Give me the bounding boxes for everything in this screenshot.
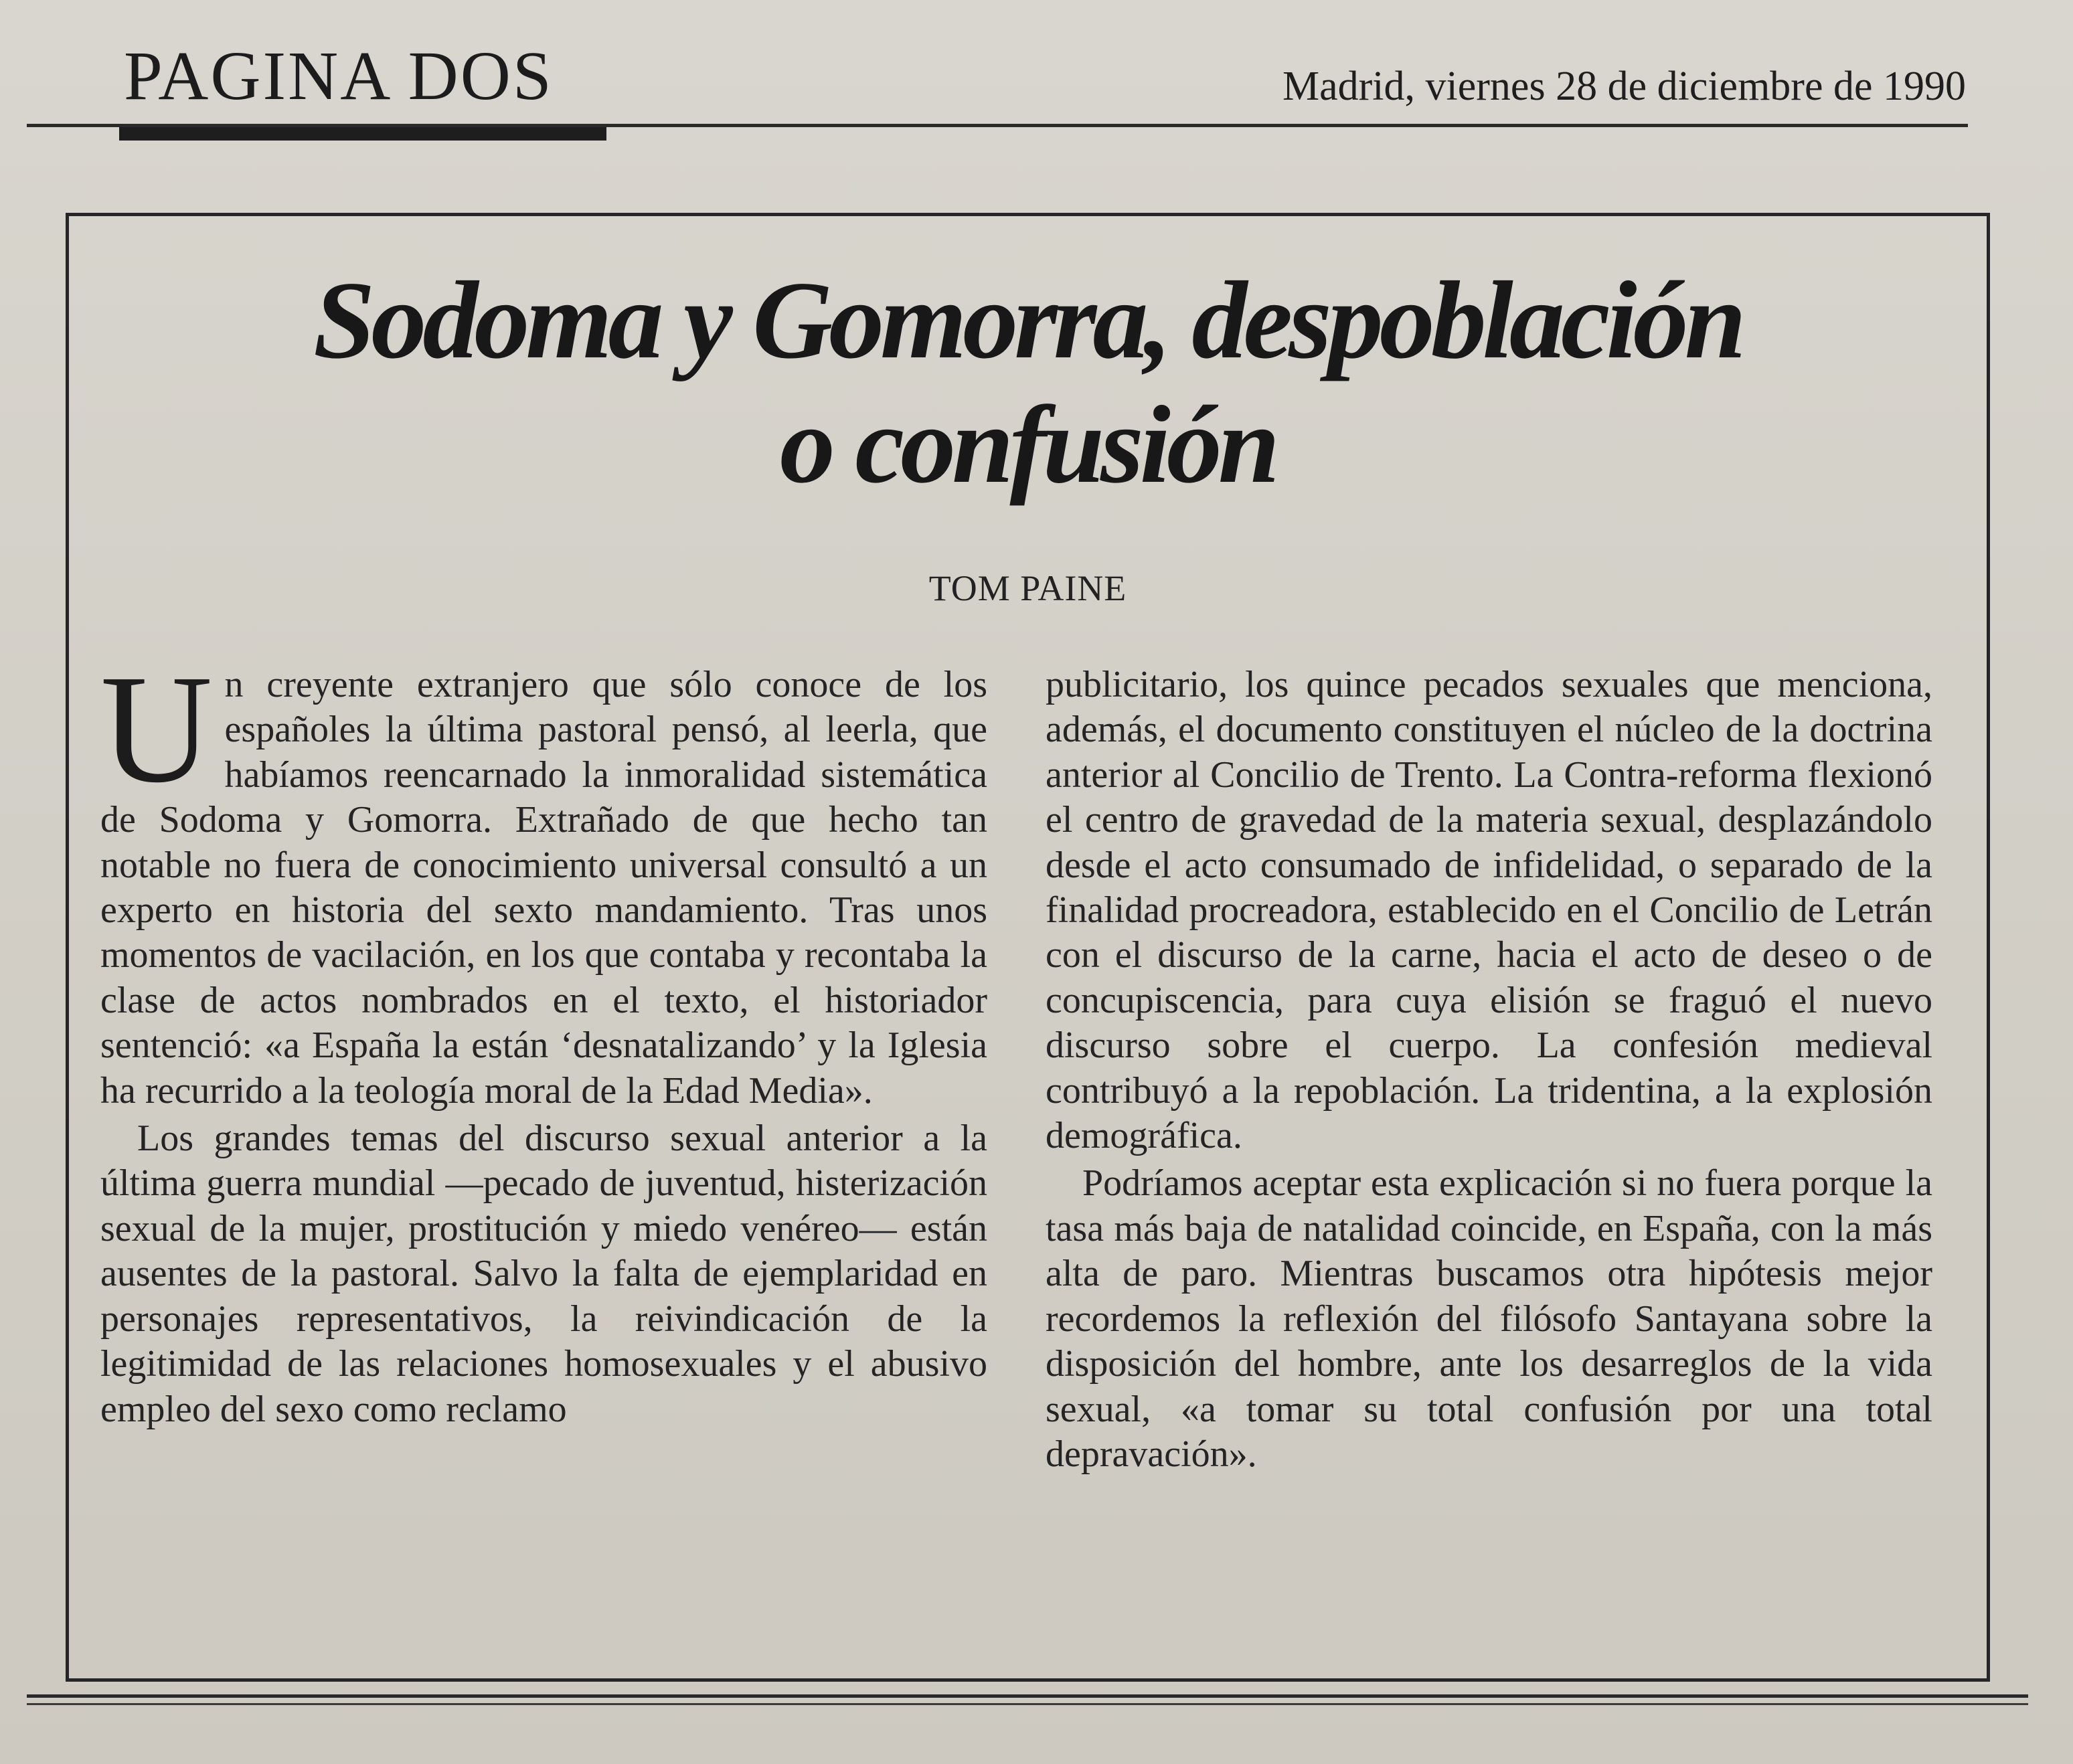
- paragraph-4: Podríamos aceptar esta explicación si no fuera porque la tasa más baja de natalidad coincide, en España, con la más alta de paro. Mientras buscamos otra hipótesis mejor recordemos la reflexión del filósofo Santayana sobre la disposición del hombre, ante los desarreglos de la vida sexual, «a tomar su total confusión por una total depravación».: [1046, 1162, 1932, 1475]
- drop-cap: U: [100, 643, 213, 815]
- footer-rule-secondary: [27, 1703, 2028, 1705]
- headline-line-1: Sodoma y Gomorra, despoblación: [313, 258, 1742, 381]
- article-column-right: [1046, 663, 1932, 1477]
- byline: TOM PAINE: [928, 568, 1127, 608]
- headline-line-2: o confusión: [779, 383, 1276, 506]
- section-title: PAGINA DOS: [124, 37, 554, 114]
- header-rule: [27, 124, 1968, 127]
- paragraph-1-text: n creyente extranjero que sólo conoce de los españoles la última pastoral pensó, al leerla, que habíamos reencarnado la inmoralidad sistemática de Sodoma y Gomorra. Extrañado de que hecho tan notable no fuera de conocimiento universal consultó a un experto en historia del sexto mandamiento. Tras unos momentos de vacilación, en los que contaba y recontaba la clase de actos nombrados en el texto, el historiador sentenció: «a España la están ‘desnatalizando’ y la Iglesia ha recurrido a la teología moral de la Edad Media».: [100, 664, 987, 1112]
- dateline: Madrid, viernes 28 de diciembre de 1990: [1282, 64, 1966, 109]
- paragraph-2: Los grandes temas del discurso sexual anterior a la última guerra mundial —pecado de juventud, histerización sexual de la mujer, prostitución y miedo venéreo— están ausentes de la pastoral. Salvo la falta de ejemplaridad en personajes representativos, la reivindicación de la legitimidad de las relaciones homosexuales y el abusivo empleo del sexo como reclamo: [100, 1118, 987, 1430]
- article-column-left: [100, 643, 987, 1432]
- headline: [66, 258, 1990, 507]
- paragraph-1: [100, 643, 987, 1114]
- section-title-bar: [119, 126, 606, 141]
- footer-rule: [27, 1694, 2028, 1698]
- paragraph-3: publicitario, los quince pecados sexuales que menciona, además, el documento constituyen el núcleo de la doctrina anterior al Concilio de Trento. La Contra-reforma flexionó el centro de gravedad de la materia sexual, desplazándolo desde el acto consumado de infidelidad, o separado de la finalidad procreadora, establecido en el Concilio de Letrán con el discurso de la carne, hacia el acto de deseo o de concupiscencia, para cuya elisión se fraguó el nuevo discurso sobre el cuerpo. La confesión medieval contribuyó a la repoblación. La tridentina, a la explosión demográfica.: [1046, 664, 1932, 1157]
